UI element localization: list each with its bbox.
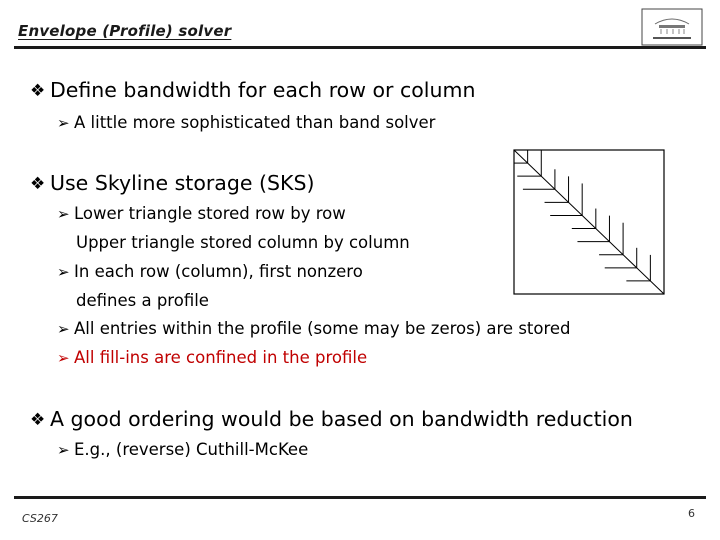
diamond-bullet-icon: ❖ <box>30 174 46 194</box>
arrow-bullet-icon: ➢ <box>57 349 70 367</box>
footer-divider <box>14 496 706 499</box>
sub-bullet-2-2-text: In each row (column), first nonzero <box>74 262 363 281</box>
footer-course-label: CS267 <box>22 512 58 525</box>
skyline-profile-diagram <box>508 148 666 296</box>
sub-bullet-3-1-text: E.g., (reverse) Cuthill-McKee <box>74 440 309 459</box>
sub-bullet-1-1-text: A little more sophisticated than band solver <box>74 113 436 132</box>
sub-bullet-3-1 <box>57 439 308 461</box>
sub-bullet-2-3-text: All entries within the profile (some may be zeros) are stored <box>74 319 571 338</box>
sub-bullet-2-3 <box>57 318 571 340</box>
sub-bullet-2-1 <box>57 203 346 225</box>
bullet-3-text: A good ordering would be based on bandwidth reduction <box>50 407 633 431</box>
bullet-3 <box>30 407 633 432</box>
sub-bullet-2-2-continuation: defines a profile <box>76 291 209 310</box>
diamond-bullet-icon: ❖ <box>30 410 46 430</box>
arrow-bullet-icon: ➢ <box>57 205 70 223</box>
arrow-bullet-icon: ➢ <box>57 263 70 281</box>
diamond-bullet-icon: ❖ <box>30 81 46 101</box>
arrow-bullet-icon: ➢ <box>57 114 70 132</box>
arrow-bullet-icon: ➢ <box>57 320 70 338</box>
bullet-2 <box>30 171 314 196</box>
sub-bullet-2-1-text: Lower triangle stored row by row <box>74 204 346 223</box>
sub-bullet-2-2 <box>57 261 363 283</box>
sub-bullet-2-4-text: All fill-ins are confined in the profile <box>74 348 368 367</box>
title-divider <box>14 46 706 49</box>
bullet-2-text: Use Skyline storage (SKS) <box>50 171 315 195</box>
page-number: 6 <box>688 507 695 520</box>
slide-title: Envelope (Profile) solver <box>18 22 232 40</box>
matrix-diagonal <box>514 150 664 294</box>
bullet-1-text: Define bandwidth for each row or column <box>50 78 476 102</box>
sub-bullet-2-1-continuation: Upper triangle stored column by column <box>76 233 410 252</box>
arrow-bullet-icon: ➢ <box>57 441 70 459</box>
bullet-1 <box>30 78 475 103</box>
sub-bullet-2-4 <box>57 347 367 369</box>
sub-bullet-1-1 <box>57 112 435 134</box>
logo-icon <box>641 8 703 46</box>
